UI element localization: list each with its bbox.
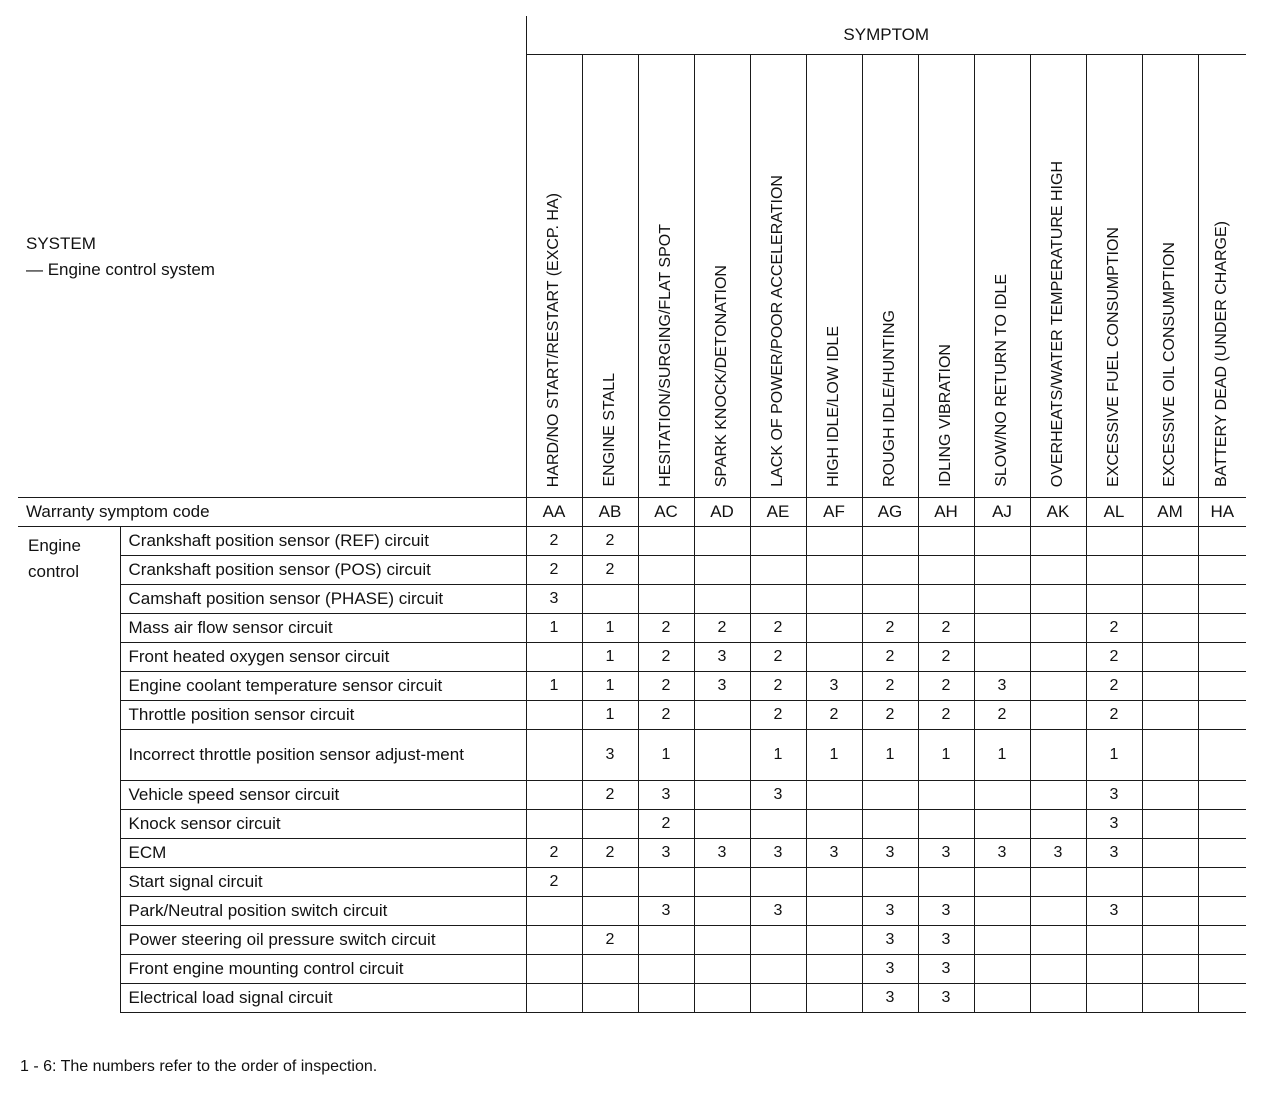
inspection-order-cell	[750, 527, 806, 556]
inspection-order-cell: 3	[1086, 897, 1142, 926]
inspection-order-cell	[918, 527, 974, 556]
inspection-order-cell	[750, 810, 806, 839]
inspection-order-cell: 2	[862, 701, 918, 730]
inspection-order-cell	[918, 868, 974, 897]
symptom-code: AH	[918, 498, 974, 527]
inspection-item: Crankshaft position sensor (POS) circuit	[120, 556, 526, 585]
inspection-order-cell	[526, 781, 582, 810]
inspection-order-cell	[1142, 730, 1198, 781]
inspection-item: Camshaft position sensor (PHASE) circuit	[120, 585, 526, 614]
inspection-order-cell	[1030, 868, 1086, 897]
inspection-order-cell: 2	[750, 614, 806, 643]
inspection-order-cell	[1142, 984, 1198, 1013]
inspection-order-cell: 2	[750, 643, 806, 672]
inspection-order-cell	[750, 585, 806, 614]
inspection-order-cell: 3	[862, 984, 918, 1013]
inspection-order-cell: 2	[806, 701, 862, 730]
inspection-order-cell	[1198, 527, 1246, 556]
inspection-order-cell	[1198, 730, 1246, 781]
inspection-order-cell	[1142, 585, 1198, 614]
inspection-order-cell	[862, 585, 918, 614]
inspection-order-cell	[582, 897, 638, 926]
symptom-column-header	[638, 55, 694, 498]
symptom-column-header	[526, 55, 582, 498]
table-row	[18, 527, 1246, 556]
table-row	[18, 897, 1246, 926]
inspection-order-cell	[526, 897, 582, 926]
symptom-label: SPARK KNOCK/DETONATION	[713, 264, 730, 487]
footnote: 1 - 6: The numbers refer to the order of inspection.	[20, 1058, 378, 1075]
inspection-order-cell	[806, 527, 862, 556]
symptom-column-header	[750, 55, 806, 498]
inspection-order-cell: 2	[638, 643, 694, 672]
inspection-order-cell: 3	[918, 839, 974, 868]
inspection-order-cell	[974, 955, 1030, 984]
inspection-item: Mass air flow sensor circuit	[120, 614, 526, 643]
symptom-code: AB	[582, 498, 638, 527]
symptom-column-header	[974, 55, 1030, 498]
inspection-order-cell: 1	[750, 730, 806, 781]
inspection-order-cell	[1142, 897, 1198, 926]
inspection-order-cell	[750, 984, 806, 1013]
symptom-label: IDLING VIBRATION	[937, 344, 954, 487]
inspection-item: Crankshaft position sensor (REF) circuit	[120, 527, 526, 556]
inspection-order-cell	[1198, 839, 1246, 868]
inspection-order-cell: 2	[638, 701, 694, 730]
inspection-order-cell	[694, 730, 750, 781]
inspection-order-cell	[1030, 614, 1086, 643]
inspection-order-cell	[862, 868, 918, 897]
inspection-order-cell: 2	[526, 868, 582, 897]
inspection-order-cell: 3	[638, 839, 694, 868]
inspection-order-cell	[1198, 556, 1246, 585]
symptom-code: AK	[1030, 498, 1086, 527]
inspection-order-cell: 1	[1086, 730, 1142, 781]
inspection-order-cell: 2	[526, 527, 582, 556]
inspection-order-cell: 3	[750, 839, 806, 868]
inspection-order-cell	[1142, 810, 1198, 839]
inspection-order-cell	[582, 585, 638, 614]
inspection-order-cell: 3	[638, 781, 694, 810]
inspection-order-cell	[1142, 527, 1198, 556]
inspection-order-cell: 1	[526, 614, 582, 643]
inspection-order-cell	[694, 781, 750, 810]
inspection-order-cell	[1086, 984, 1142, 1013]
inspection-order-cell: 3	[526, 585, 582, 614]
symptom-label: HARD/NO START/RESTART (EXCP. HA)	[545, 192, 562, 487]
inspection-order-cell: 3	[862, 955, 918, 984]
inspection-order-cell	[526, 810, 582, 839]
inspection-order-cell	[526, 926, 582, 955]
inspection-item: Front engine mounting control circuit	[120, 955, 526, 984]
inspection-order-cell	[1142, 672, 1198, 701]
inspection-order-cell: 2	[526, 839, 582, 868]
symptom-code: AJ	[974, 498, 1030, 527]
inspection-order-cell: 3	[918, 926, 974, 955]
inspection-item: Start signal circuit	[120, 868, 526, 897]
symptom-code: AA	[526, 498, 582, 527]
inspection-order-cell	[638, 527, 694, 556]
inspection-order-cell: 2	[638, 614, 694, 643]
inspection-order-cell	[694, 585, 750, 614]
inspection-order-cell	[526, 984, 582, 1013]
inspection-order-cell	[1198, 614, 1246, 643]
inspection-order-cell	[1142, 643, 1198, 672]
inspection-order-cell	[750, 926, 806, 955]
inspection-order-cell: 3	[694, 672, 750, 701]
table-row	[18, 614, 1246, 643]
inspection-order-cell: 3	[918, 955, 974, 984]
inspection-order-cell	[638, 868, 694, 897]
inspection-order-cell	[1142, 955, 1198, 984]
symptom-label: HESITATION/SURGING/FLAT SPOT	[657, 224, 674, 487]
inspection-order-cell	[974, 614, 1030, 643]
system-header-cell	[18, 16, 526, 498]
inspection-order-cell: 2	[974, 701, 1030, 730]
symptom-code: AM	[1142, 498, 1198, 527]
inspection-order-cell	[526, 643, 582, 672]
inspection-order-cell	[1030, 926, 1086, 955]
system-group-line1: Engine	[28, 536, 81, 555]
inspection-order-cell	[1030, 897, 1086, 926]
inspection-order-cell	[1030, 955, 1086, 984]
inspection-order-cell: 3	[974, 839, 1030, 868]
symptom-code: HA	[1198, 498, 1246, 527]
inspection-order-cell: 2	[862, 614, 918, 643]
inspection-order-cell: 2	[750, 701, 806, 730]
table-row	[18, 701, 1246, 730]
inspection-item: Power steering oil pressure switch circuit	[120, 926, 526, 955]
symptom-label: EXCESSIVE FUEL CONSUMPTION	[1105, 227, 1122, 487]
inspection-order-cell: 2	[638, 810, 694, 839]
inspection-order-cell	[974, 897, 1030, 926]
inspection-order-cell	[1198, 585, 1246, 614]
inspection-order-cell	[862, 527, 918, 556]
inspection-order-cell	[1142, 839, 1198, 868]
inspection-order-cell	[638, 984, 694, 1013]
symptom-column-header	[1142, 55, 1198, 498]
inspection-order-cell	[694, 868, 750, 897]
inspection-order-cell: 2	[918, 643, 974, 672]
inspection-order-cell	[1030, 527, 1086, 556]
inspection-order-cell	[1198, 781, 1246, 810]
inspection-order-cell	[806, 955, 862, 984]
inspection-order-cell: 2	[582, 926, 638, 955]
inspection-order-cell	[1198, 672, 1246, 701]
inspection-order-cell: 1	[638, 730, 694, 781]
inspection-order-cell	[806, 781, 862, 810]
inspection-order-cell: 2	[918, 672, 974, 701]
inspection-order-cell	[1086, 868, 1142, 897]
symptom-label: ENGINE STALL	[601, 373, 618, 487]
table-row	[18, 643, 1246, 672]
inspection-order-cell	[750, 868, 806, 897]
inspection-order-cell	[1142, 556, 1198, 585]
inspection-order-cell: 1	[918, 730, 974, 781]
inspection-item: Front heated oxygen sensor circuit	[120, 643, 526, 672]
inspection-order-cell	[806, 810, 862, 839]
inspection-order-cell	[694, 984, 750, 1013]
table-row	[18, 984, 1246, 1013]
inspection-order-cell	[862, 810, 918, 839]
symptom-code: AE	[750, 498, 806, 527]
inspection-order-cell: 3	[638, 897, 694, 926]
inspection-order-cell	[1030, 810, 1086, 839]
inspection-order-cell	[1142, 701, 1198, 730]
inspection-order-cell	[974, 585, 1030, 614]
inspection-order-cell	[806, 897, 862, 926]
inspection-order-cell	[1142, 781, 1198, 810]
inspection-order-cell	[974, 527, 1030, 556]
inspection-order-cell: 1	[526, 672, 582, 701]
symptom-label: BATTERY DEAD (UNDER CHARGE)	[1213, 221, 1231, 487]
inspection-order-cell	[1086, 527, 1142, 556]
inspection-order-cell: 2	[582, 527, 638, 556]
symptom-matrix-table	[18, 16, 1246, 1013]
inspection-order-cell: 3	[694, 643, 750, 672]
table-row	[18, 781, 1246, 810]
inspection-order-cell: 2	[750, 672, 806, 701]
symptom-column-header	[694, 55, 750, 498]
inspection-order-cell	[918, 585, 974, 614]
warranty-code-label: Warranty symptom code	[18, 498, 526, 527]
inspection-order-cell: 1	[862, 730, 918, 781]
inspection-order-cell: 1	[582, 614, 638, 643]
inspection-order-cell	[694, 527, 750, 556]
inspection-order-cell	[526, 701, 582, 730]
inspection-item: Engine coolant temperature sensor circuit	[120, 672, 526, 701]
inspection-order-cell	[1142, 926, 1198, 955]
inspection-order-cell	[918, 810, 974, 839]
inspection-order-cell: 1	[582, 672, 638, 701]
inspection-order-cell	[1030, 585, 1086, 614]
table-row	[18, 810, 1246, 839]
inspection-order-cell: 2	[582, 556, 638, 585]
symptom-column-header	[918, 55, 974, 498]
inspection-order-cell	[806, 585, 862, 614]
symptom-label: LACK OF POWER/POOR ACCELERATION	[769, 175, 786, 487]
inspection-order-cell	[1198, 868, 1246, 897]
inspection-order-cell	[1086, 955, 1142, 984]
inspection-order-cell: 3	[750, 897, 806, 926]
inspection-order-cell	[1198, 643, 1246, 672]
symptom-label: HIGH IDLE/LOW IDLE	[825, 326, 842, 487]
system-header-title: SYSTEM	[26, 233, 96, 253]
inspection-order-cell: 3	[1030, 839, 1086, 868]
inspection-order-cell	[750, 955, 806, 984]
inspection-order-cell	[582, 984, 638, 1013]
symptom-label: OVERHEATS/WATER TEMPERATURE HIGH	[1049, 160, 1066, 487]
system-header-subtitle: — Engine control system	[26, 259, 215, 279]
inspection-order-cell: 1	[806, 730, 862, 781]
symptom-code: AG	[862, 498, 918, 527]
inspection-order-cell: 3	[918, 984, 974, 1013]
inspection-item: Knock sensor circuit	[120, 810, 526, 839]
inspection-order-cell	[918, 556, 974, 585]
inspection-order-cell	[638, 926, 694, 955]
symptom-column-header	[1086, 55, 1142, 498]
inspection-order-cell: 3	[974, 672, 1030, 701]
inspection-order-cell	[806, 556, 862, 585]
inspection-order-cell	[806, 926, 862, 955]
inspection-order-cell	[974, 926, 1030, 955]
inspection-order-cell: 3	[1086, 810, 1142, 839]
symptom-column-header	[806, 55, 862, 498]
table-row	[18, 839, 1246, 868]
inspection-order-cell	[974, 810, 1030, 839]
inspection-order-cell	[1086, 585, 1142, 614]
inspection-order-cell	[806, 643, 862, 672]
inspection-order-cell	[694, 556, 750, 585]
table-row	[18, 672, 1246, 701]
symptom-code: AF	[806, 498, 862, 527]
inspection-order-cell	[638, 585, 694, 614]
symptom-column-header	[862, 55, 918, 498]
inspection-order-cell	[638, 955, 694, 984]
table-row	[18, 868, 1246, 897]
inspection-order-cell: 2	[582, 839, 638, 868]
inspection-order-cell: 3	[582, 730, 638, 781]
inspection-order-cell: 3	[750, 781, 806, 810]
system-group-cell	[18, 527, 120, 1013]
inspection-order-cell	[1030, 556, 1086, 585]
inspection-order-cell: 2	[918, 614, 974, 643]
inspection-order-cell	[582, 955, 638, 984]
inspection-order-cell: 1	[582, 643, 638, 672]
inspection-order-cell: 1	[974, 730, 1030, 781]
inspection-order-cell: 3	[694, 839, 750, 868]
inspection-order-cell	[694, 810, 750, 839]
warranty-code-row	[18, 498, 1246, 527]
inspection-order-cell	[750, 556, 806, 585]
inspection-order-cell	[862, 556, 918, 585]
inspection-order-cell	[806, 868, 862, 897]
inspection-order-cell	[1030, 643, 1086, 672]
inspection-order-cell	[806, 984, 862, 1013]
inspection-item: Throttle position sensor circuit	[120, 701, 526, 730]
inspection-order-cell	[638, 556, 694, 585]
inspection-order-cell: 3	[862, 897, 918, 926]
table-row	[18, 585, 1246, 614]
inspection-order-cell	[974, 781, 1030, 810]
inspection-order-cell	[1030, 984, 1086, 1013]
inspection-order-cell: 1	[582, 701, 638, 730]
inspection-order-cell	[1198, 926, 1246, 955]
inspection-order-cell	[974, 643, 1030, 672]
inspection-order-cell: 2	[1086, 614, 1142, 643]
inspection-order-cell	[694, 926, 750, 955]
inspection-order-cell	[974, 868, 1030, 897]
inspection-item: ECM	[120, 839, 526, 868]
inspection-order-cell	[526, 955, 582, 984]
inspection-order-cell: 3	[1086, 839, 1142, 868]
inspection-order-cell	[694, 897, 750, 926]
symptom-label: ROUGH IDLE/HUNTING	[881, 310, 898, 487]
inspection-order-cell	[694, 701, 750, 730]
symptom-code: AC	[638, 498, 694, 527]
symptom-code: AL	[1086, 498, 1142, 527]
inspection-order-cell	[1198, 701, 1246, 730]
inspection-order-cell: 3	[806, 672, 862, 701]
inspection-order-cell	[918, 781, 974, 810]
table-row	[18, 730, 1246, 781]
inspection-order-cell: 2	[918, 701, 974, 730]
inspection-order-cell	[1198, 955, 1246, 984]
table-row	[18, 556, 1246, 585]
symptom-code: AD	[694, 498, 750, 527]
inspection-order-cell	[806, 614, 862, 643]
inspection-order-cell: 2	[862, 672, 918, 701]
inspection-item: Vehicle speed sensor circuit	[120, 781, 526, 810]
inspection-order-cell	[862, 781, 918, 810]
symptom-column-header	[1198, 55, 1246, 498]
inspection-order-cell: 3	[1086, 781, 1142, 810]
inspection-order-cell	[1142, 868, 1198, 897]
inspection-order-cell: 3	[918, 897, 974, 926]
inspection-order-cell	[1198, 984, 1246, 1013]
diagnosis-matrix	[18, 16, 1246, 1013]
table-row	[18, 926, 1246, 955]
inspection-order-cell	[1086, 926, 1142, 955]
inspection-order-cell: 2	[526, 556, 582, 585]
inspection-order-cell	[1030, 730, 1086, 781]
inspection-order-cell: 2	[1086, 701, 1142, 730]
inspection-order-cell	[1030, 781, 1086, 810]
inspection-item: Incorrect throttle position sensor adjust-ment	[120, 730, 526, 781]
inspection-order-cell	[974, 556, 1030, 585]
inspection-order-cell	[1198, 897, 1246, 926]
inspection-order-cell: 2	[1086, 672, 1142, 701]
inspection-order-cell: 2	[1086, 643, 1142, 672]
inspection-item: Electrical load signal circuit	[120, 984, 526, 1013]
symptom-label: SLOW/NO RETURN TO IDLE	[993, 274, 1010, 487]
symptom-column-header	[1030, 55, 1086, 498]
inspection-order-cell: 3	[862, 926, 918, 955]
inspection-order-cell	[1086, 556, 1142, 585]
inspection-item: Park/Neutral position switch circuit	[120, 897, 526, 926]
inspection-order-cell	[582, 810, 638, 839]
inspection-order-cell	[1142, 614, 1198, 643]
symptom-column-header	[582, 55, 638, 498]
inspection-order-cell	[1030, 672, 1086, 701]
inspection-order-cell	[582, 868, 638, 897]
inspection-order-cell	[1198, 810, 1246, 839]
inspection-order-cell: 2	[694, 614, 750, 643]
inspection-order-cell: 2	[582, 781, 638, 810]
table-row	[18, 955, 1246, 984]
system-group-line2: control	[28, 562, 80, 581]
inspection-order-cell: 2	[862, 643, 918, 672]
symptom-label: EXCESSIVE OIL CONSUMPTION	[1161, 242, 1178, 487]
inspection-order-cell: 3	[862, 839, 918, 868]
inspection-order-cell	[1030, 701, 1086, 730]
inspection-order-cell	[526, 730, 582, 781]
inspection-order-cell: 2	[638, 672, 694, 701]
inspection-order-cell: 3	[806, 839, 862, 868]
symptom-header: SYMPTOM	[526, 16, 1246, 55]
inspection-order-cell	[974, 984, 1030, 1013]
inspection-order-cell	[694, 955, 750, 984]
